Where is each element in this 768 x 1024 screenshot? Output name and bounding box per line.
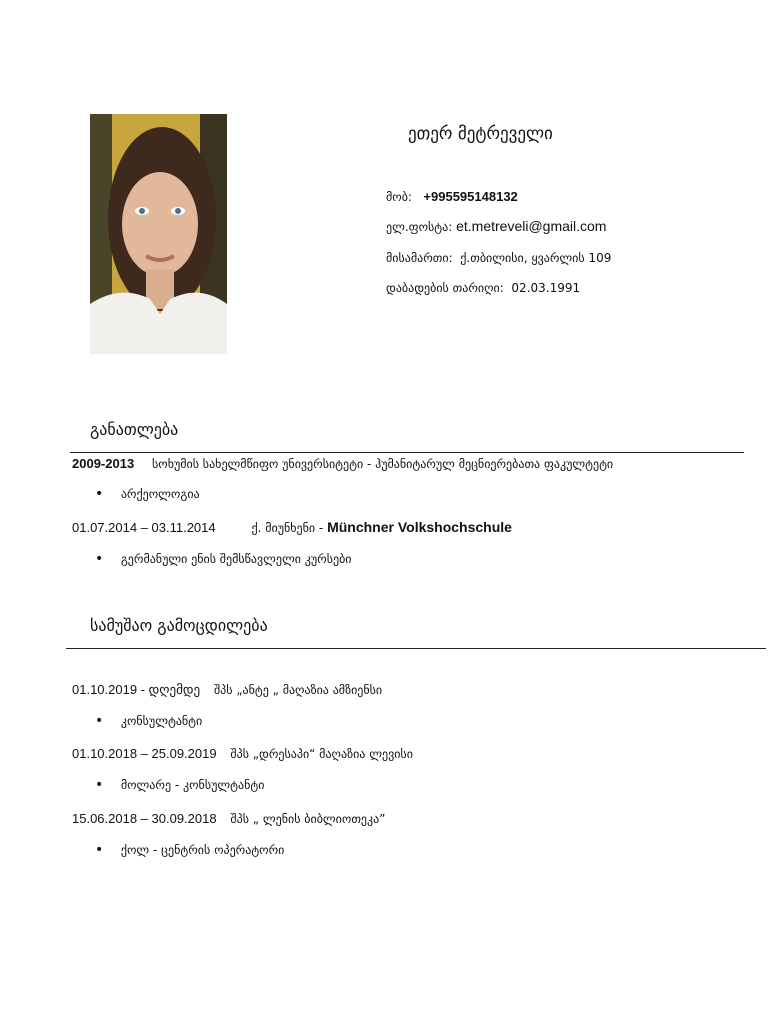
address-label: მისამართი:	[386, 251, 453, 265]
entry-date: 15.06.2018 – 30.09.2018	[72, 811, 217, 826]
bullet-dot: •	[95, 842, 104, 858]
entry-text: შპს „ანტე „ მაღაზია ამზიენსი	[213, 683, 383, 697]
entry-date: 2009-2013	[72, 456, 135, 471]
phone-value: +995595148132	[423, 189, 518, 204]
education-entry	[72, 456, 613, 471]
education-entry	[72, 519, 512, 535]
birthdate-line	[386, 281, 580, 295]
entry-date: 01.10.2018 – 25.09.2019	[72, 746, 217, 761]
email-value: et.metreveli@gmail.com	[456, 218, 607, 234]
email-label: ელ.ფოსტა:	[386, 220, 453, 234]
experience-bullet	[95, 842, 284, 858]
profile-photo	[90, 114, 227, 354]
entry-text: ქ. მიუნხენი -	[251, 521, 328, 535]
phone-label: მობ:	[386, 190, 412, 204]
bullet-text: გერმანული ენის შემსწავლელი კურსები	[120, 552, 352, 566]
experience-entry	[72, 746, 413, 761]
entry-date: 01.07.2014 – 03.11.2014	[72, 520, 216, 535]
entry-text: შპს „დრესაპი“ მაღაზია ლევისი	[230, 747, 413, 761]
bullet-dot: •	[95, 551, 104, 567]
birthdate-label: დაბადების თარიღი:	[386, 281, 504, 295]
phone-line	[386, 189, 518, 204]
experience-title: სამუშაო გამოცდილება	[90, 616, 268, 635]
education-title: განათლება	[90, 420, 179, 439]
entry-text: სოხუმის სახელმწიფო უნივერსიტეტი - ჰუმანიტარულ მეცნიერებათა ფაკულტეტი	[152, 457, 614, 471]
bullet-text: არქეოლოგია	[120, 487, 200, 501]
experience-entry	[72, 682, 382, 698]
experience-divider	[66, 648, 766, 649]
bullet-text: მოლარე - კონსულტანტი	[120, 778, 265, 792]
education-bullet	[95, 486, 200, 502]
bullet-text: კონსულტანტი	[120, 714, 203, 728]
education-divider	[70, 452, 744, 453]
experience-bullet	[95, 713, 202, 729]
address-line	[386, 251, 611, 265]
birthdate-value: 02.03.1991	[511, 281, 581, 295]
entry-institution: Münchner Volkshochschule	[327, 519, 512, 535]
person-name: ეთერ მეტრეველი	[408, 124, 553, 144]
experience-bullet	[95, 777, 264, 793]
experience-entry	[72, 811, 385, 826]
entry-text: შპს „ ლენის ბიბლიოთეკა”	[230, 812, 386, 826]
bullet-text: ქოლ - ცენტრის ოპერატორი	[120, 843, 285, 857]
bullet-dot: •	[95, 713, 104, 729]
entry-date: 01.10.2019 - დღემდე	[72, 682, 201, 697]
bullet-dot: •	[95, 486, 104, 502]
address-value: ქ.თბილისი, ყვარლის 109	[460, 251, 612, 265]
education-bullet	[95, 551, 352, 567]
bullet-dot: •	[95, 777, 104, 793]
email-line	[386, 218, 606, 234]
